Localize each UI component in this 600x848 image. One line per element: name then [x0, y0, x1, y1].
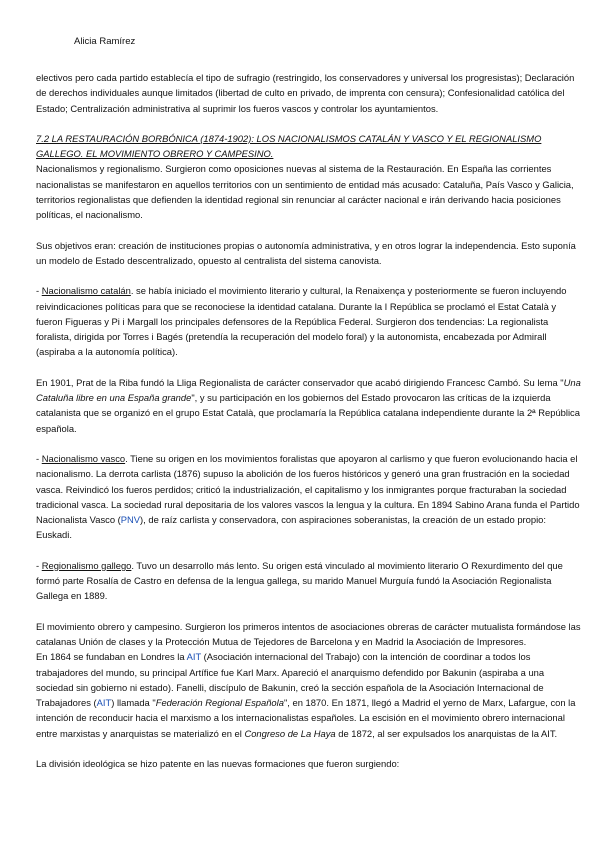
term-catalan-nationalism: Nacionalismo catalán	[41, 285, 131, 297]
paragraph-catalan	[36, 283, 582, 359]
lliga-text-b: ", y su participación en los gobiernos del Estado provocaron las críticas de la izquierda catalanista que se organizó en el grupo Estat Català, que proclamaría la República catalana independiente durante la 2ª República española.	[36, 392, 580, 434]
ait-link-2[interactable]: AIT	[96, 697, 112, 709]
paragraph-nationalisms: Nacionalismos y regionalismo. Surgieron como oposiciones nuevas al sistema de la Restauración. En España las corrientes nacionalistas se manifestaron en aquellos territorios con un sentimiento de entidad más acusado: Cataluña, País Vasco y Galicia, territorios regionalistas que defienden la identidad regional sin renunciar al carácter nacional e irán derivando hacia posiciones políticas, el nacionalismo.	[36, 163, 574, 221]
paragraph-objectives: Sus objetivos eran: creación de instituciones propias o autonomía administrativa, y en otros lograr la independencia. Esto suponía un modelo de Estado descentralizado, opuesto al centralista del sistema canovista.	[36, 239, 576, 266]
ait-text-c: ) llamada "	[111, 697, 156, 709]
term-galician-regionalism: Regionalismo gallego	[41, 559, 132, 571]
paragraph-constitution: electivos pero cada partido establecía el tipo de sufragio (restringido, los conservadores y universal los progresistas); Declaración de derechos individuales aunque limitados (libertad de culto en privado, de imprenta con censura); Confesionalidad católica del Estado; Centralización administrativa al suprimir los fueros vascos y controlar los ayuntamientos.	[36, 72, 575, 114]
section-title: 7.2 LA RESTAURACIÓN BORBÓNICA (1874-1902): LOS NACIONALISMOS CATALÁN Y VASCO Y EL REGIONALISMO GALLEGO. EL MOVIMIENTO OBRERO Y CAMPESINO.	[36, 132, 542, 160]
paragraph-ait	[36, 649, 582, 741]
bullet-dash: -	[36, 452, 42, 464]
lliga-motto: Una Cataluña libre en una España grande	[36, 376, 581, 404]
hague-congress: Congreso de La Haya	[244, 727, 336, 739]
ait-text-a: En 1864 se fundaban en Londres la	[36, 651, 187, 663]
paragraph-ideological-division: La división ideológica se hizo patente en las nuevas formaciones que fueron surgiendo:	[36, 757, 400, 769]
term-basque-nationalism: Nacionalismo vasco	[41, 452, 126, 464]
ait-text-d: ", en 1870. En 1871, llegó a Madrid el yerno de Marx, Lafargue, con la intención de reconducir hacia el marxismo a los internacionalistas españoles. La escisión en el movimiento obrero internacional entre marxistas y anarquistas se materializó en el	[36, 697, 576, 739]
ait-link[interactable]: AIT	[186, 651, 202, 663]
author-name: Alicia Ramírez	[74, 36, 136, 47]
paragraph-basque	[36, 451, 582, 543]
pnv-link[interactable]: PNV	[120, 514, 141, 526]
basque-text-b: ), de raíz carlista y conservadora, con aspiraciones soberanistas, la creación de un estado propio: Euskadi.	[36, 514, 546, 541]
paragraph-lliga	[36, 375, 582, 436]
lliga-text-a: En 1901, Prat de la Riba fundó la Lliga Regionalista de carácter conservador que acabó dirigiendo Francesc Cambó. Su lema "	[36, 376, 564, 388]
galician-text: . Tuvo un desarrollo más lento. Su origen está vinculado al movimiento literario O Rexurdimento del que formó parte Rosalía de Castro en defensa de la lengua gallega, su marido Manuel Murguía fundó la Asociación Regionalista Gallega en 1889.	[36, 559, 563, 602]
fre-name: Federación Regional Española	[155, 697, 284, 709]
bullet-dash: -	[36, 285, 42, 297]
paragraph-galician	[36, 558, 582, 604]
ait-text-b: (Asociación internacional del Trabajo) con la intención de coordinar a todos los trabajadores del mundo, su principal Artífice fue Karl Marx. Apareció el anarquismo defendido por Bakunin (aspiraba a una sociedad sin gobierno ni estado). Fanelli, discípulo de Bakunin, creó la sección española de la Asociación Internacional de Trabajadores (	[36, 651, 545, 709]
bullet-dash: -	[36, 559, 42, 571]
document-body	[36, 70, 582, 771]
catalan-text: . se había iniciado el movimiento literario y cultural, la Renaixença y posteriormente se fueron incluyendo reivindicaciones políticas para que se reconociese la identidad catalana. Durante la I República se proclamó el Estat Català y fueron Figueras y Pi i Margall los principales defensores de la República Federal. Surgieron dos tendencias: La regionalista foralista, dirigida por Torres i Bagés (pretendía la recuperación del modelo foral) y la autonomista, encabezada por Admirall (aspiraba a la autonomía política).	[36, 285, 567, 358]
paragraph-workers-movement: El movimiento obrero y campesino. Surgieron los primeros intentos de asociaciones obreras de carácter mutualista formándose las catalanas Unión de clases y la Protección Mutua de Tejedores de Barcelona y en Madrid la Asociación de Impresores.	[36, 620, 581, 647]
ait-text-e: de 1872, al ser expulsados los anarquistas de la AIT.	[335, 727, 558, 739]
basque-text-a: . Tiene su origen en los movimientos foralistas que apoyaron al carlismo y que fueron evolucionando hacia el nacionalismo. La derrota carlista (1876) supuso la abolición de los fueros históricos y generó una gran frustración en la sociedad vasca. Reivindicó los fueros perdidos; criticó la industrialización, el capitalismo y los inmigrantes porque fracturaban la sociedad tradicional vasca. La sociedad rural depositaria de los valores vascos la lengua y la cultura. En 1894 Sabino Arana funda el Partido Nacionalista Vasco (	[36, 452, 580, 526]
